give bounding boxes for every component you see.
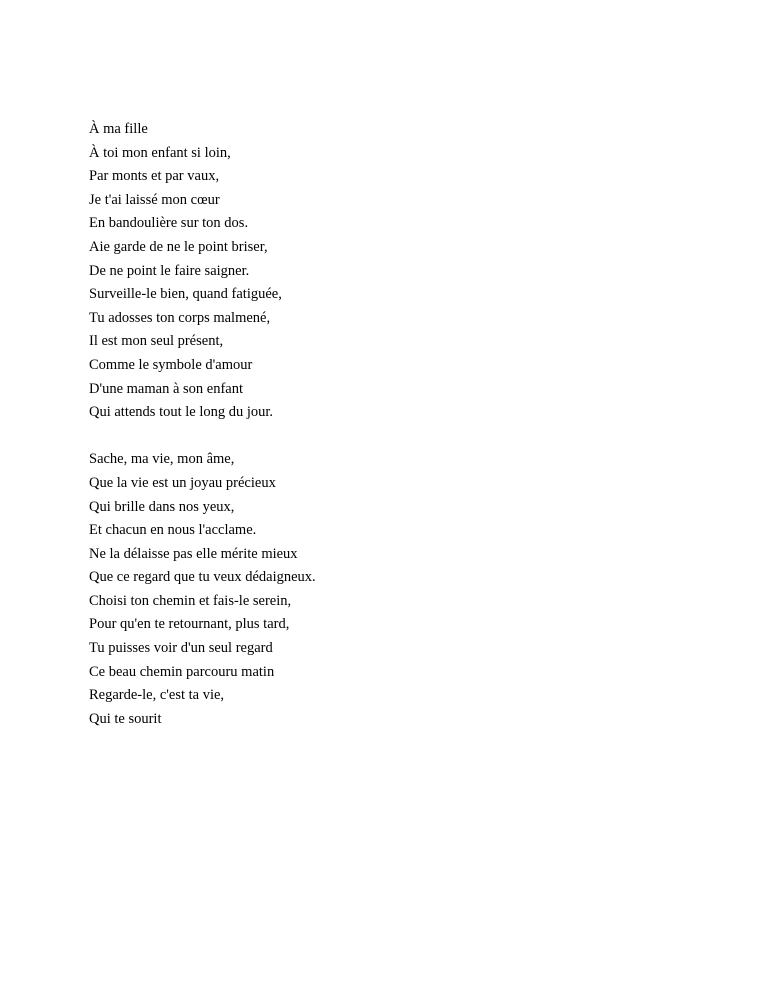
poem-title: À ma fille [89,121,148,137]
poem-line: Choisi ton chemin et fais-le serein, [89,592,292,609]
stanza-2 [89,448,709,731]
poem-line: Et chacun en nous l'acclame. [89,522,257,539]
poem-line: Ne la délaisse pas elle mérite mieux [89,545,298,562]
poem-line: À toi mon enfant si loin, [89,144,231,161]
poem-line: Que la vie est un joyau précieux [89,474,276,491]
poem-line: De ne point le faire saigner. [89,262,250,279]
poem-line: Que ce regard que tu veux dédaigneux. [89,569,316,586]
poem-line: En bandoulière sur ton dos. [89,215,249,232]
poem-line: Ce beau chemin parcouru matin [89,663,275,680]
poem-line: Je t'ai laissé mon cœur [89,191,220,208]
poem-line: Par monts et par vaux, [89,168,220,185]
poem-line: Tu adosses ton corps malmené, [89,309,271,326]
poem-line: Regarde-le, c'est ta vie, [89,687,225,704]
poem-line: Qui brille dans nos yeux, [89,498,235,515]
poem-line: Tu puisses voir d'un seul regard [89,640,273,657]
poem-line: Comme le symbole d'amour [89,356,253,373]
poem-line: Surveille-le bien, quand fatiguée, [89,286,282,303]
poem-line: Aie garde de ne le point briser, [89,238,268,255]
stanza-1 [89,118,709,425]
poem-line: D'une maman à son enfant [89,380,244,397]
poem-line: Sache, ma vie, mon âme, [89,451,235,468]
poem-line: Pour qu'en te retournant, plus tard, [89,616,290,633]
poem-body [89,118,709,731]
poem-line: Il est mon seul présent, [89,333,224,350]
poem-line: Qui attends tout le long du jour. [89,404,274,421]
poem-line: Qui te sourit [89,710,162,727]
